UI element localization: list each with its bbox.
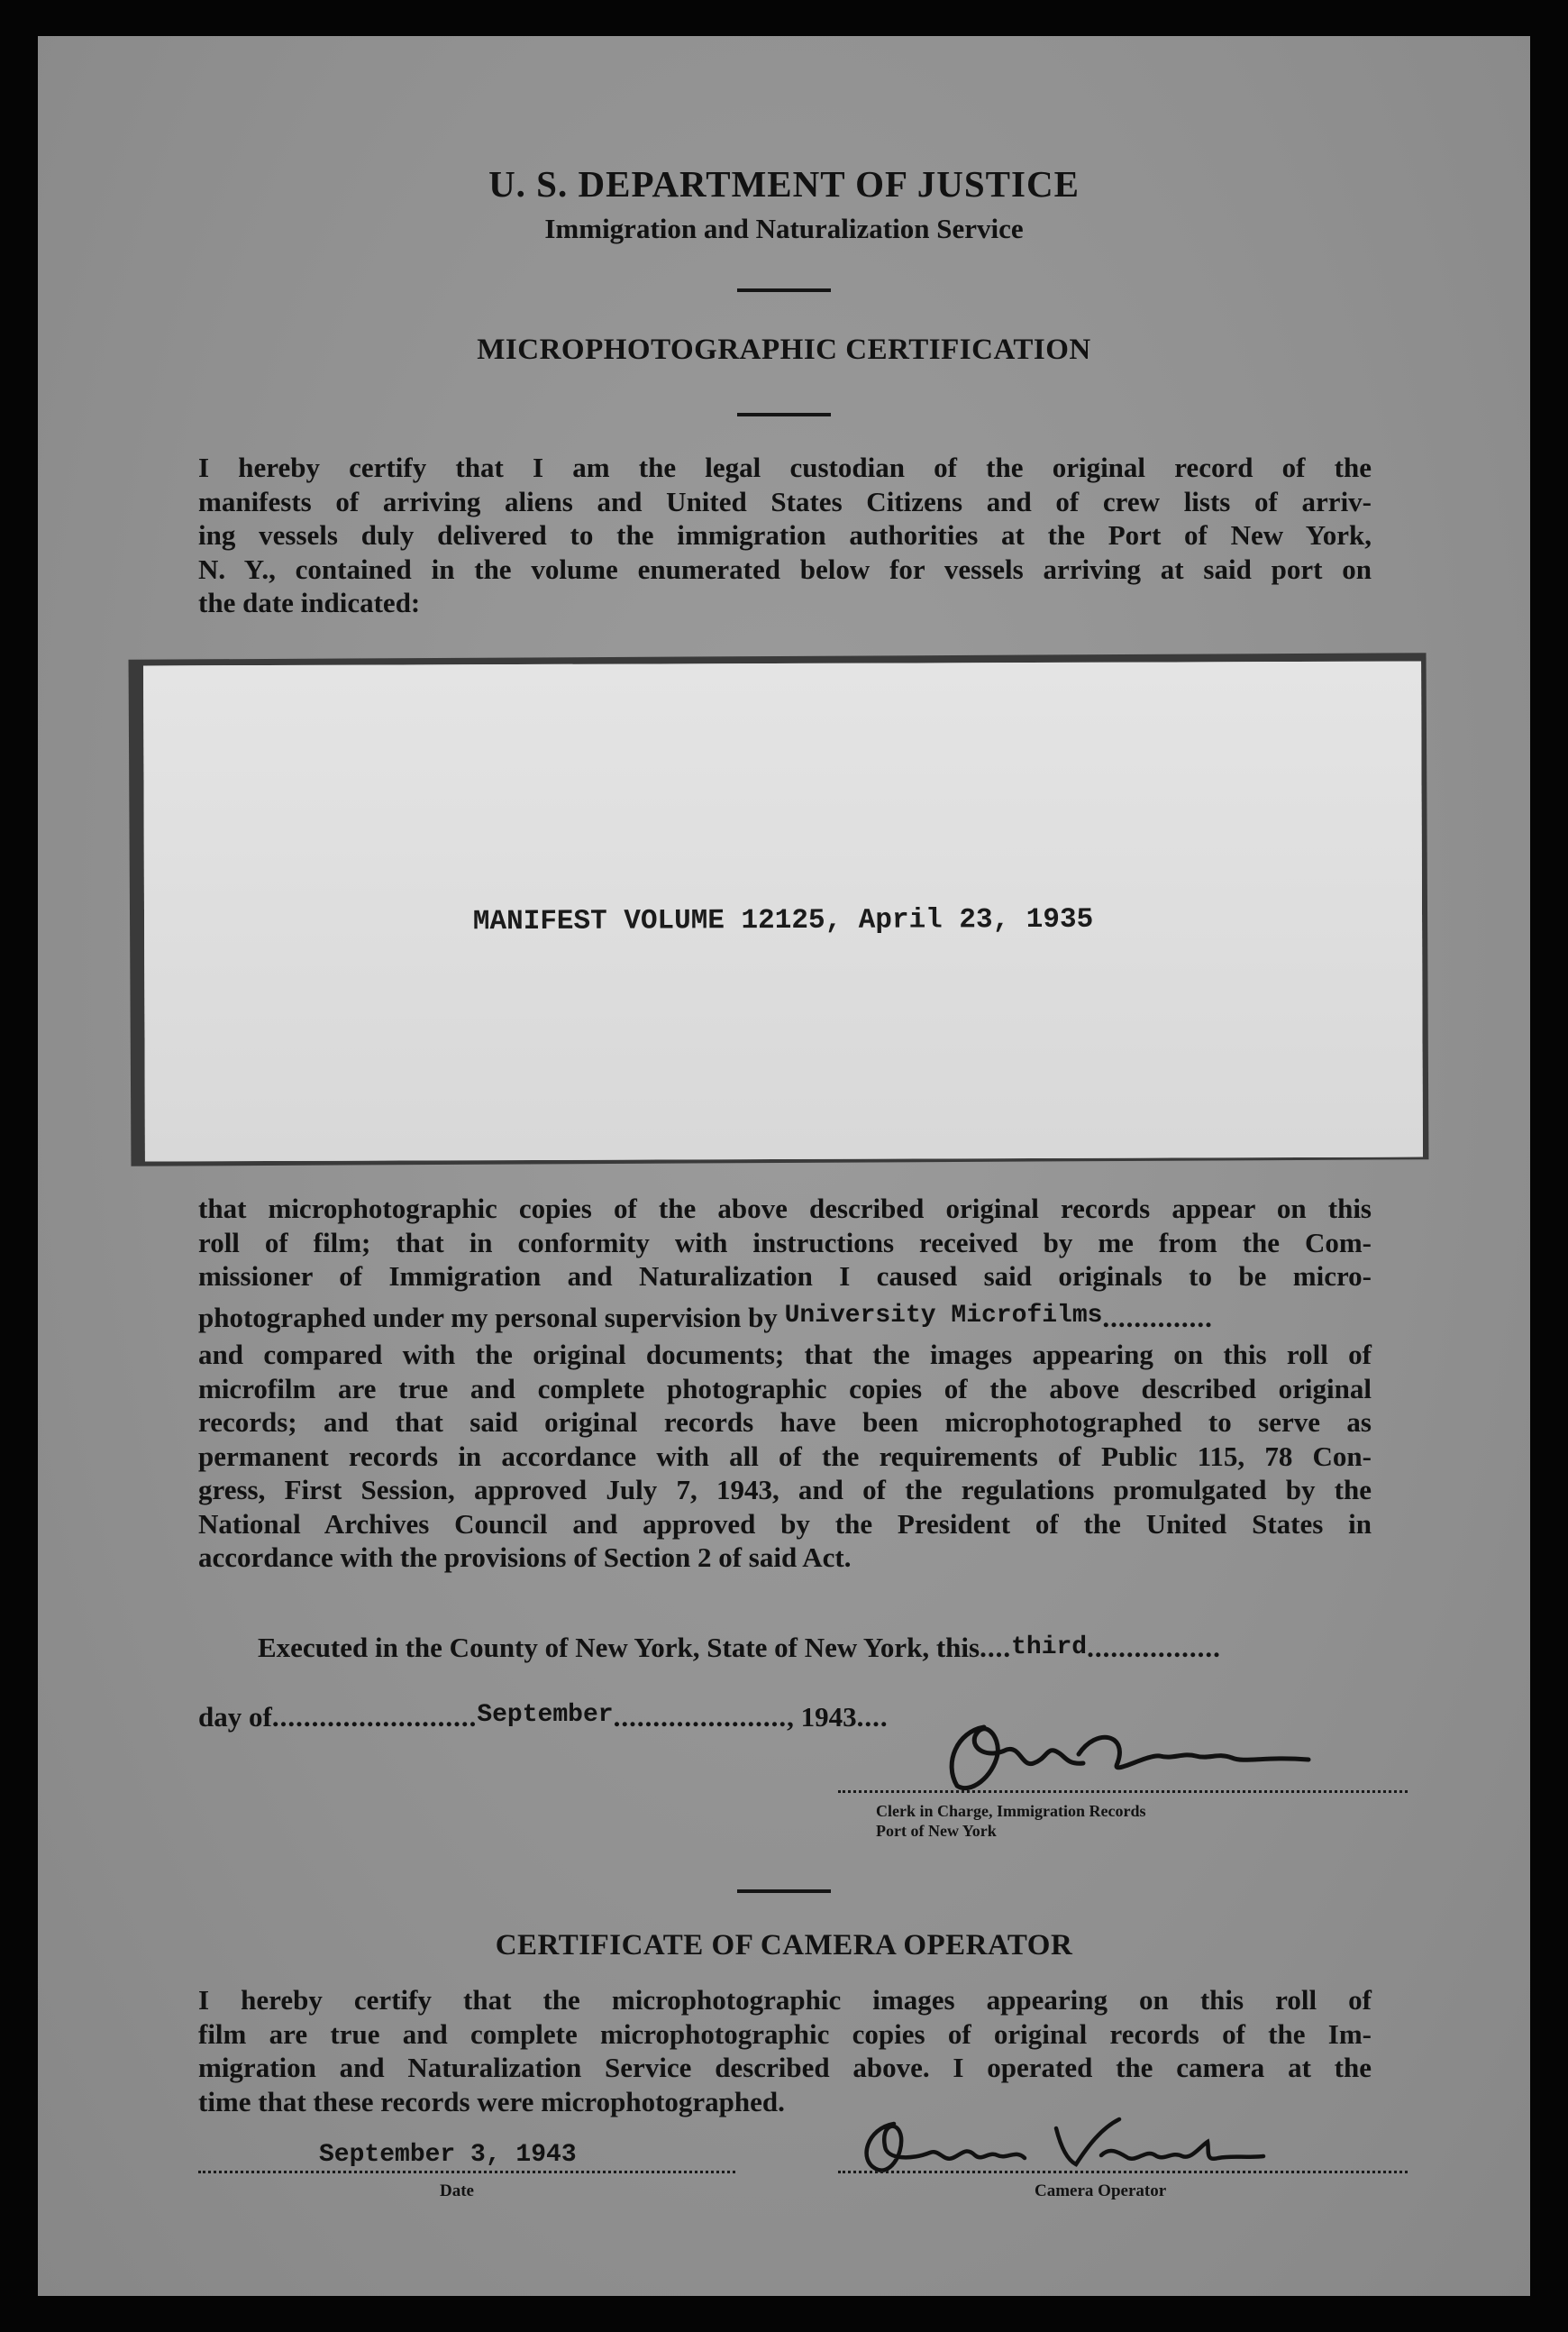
certification-title: MICROPHOTOGRAPHIC CERTIFICATION: [477, 334, 1091, 366]
body-line: roll of film; that in conformity with instructions received by me from the Com-: [198, 1226, 1372, 1258]
executed-day-value: third: [1011, 1633, 1088, 1661]
body-line: permanent records in accordance with all of the requirements of Public 115, 78 Con-: [198, 1440, 1372, 1472]
camera-line: film are true and complete microphotographic copies of original records of the Im-: [198, 2017, 1372, 2050]
day-of-prefix: day of: [198, 1701, 272, 1733]
intro-paragraph: [198, 451, 1372, 620]
intro-line: N. Y., contained in the volume enumerated below for vessels arriving at said port on: [198, 553, 1372, 585]
supervisor-value: University Microfilms: [784, 1301, 1103, 1330]
intro-line: I hereby certify that I am the legal custodian of the original record of the: [198, 452, 1372, 483]
body-line: missioner of Immigration and Naturalization I caused said originals to be micro-: [198, 1260, 1372, 1292]
body-line: that microphotographic copies of the above described original records appear on this: [198, 1193, 1372, 1224]
volume-card: [143, 662, 1423, 1162]
certificate-sheet: [38, 36, 1530, 2296]
divider-rule: [737, 1889, 831, 1893]
clerk-title-line: Port of New York: [876, 1822, 997, 1840]
supervision-line: [198, 1301, 1372, 1339]
body-line: and compared with the original documents; that the images appearing on this roll of: [198, 1339, 1372, 1370]
executed-prefix: Executed in the County of New York, State of New York, this: [258, 1632, 980, 1663]
body-line: accordance with the provisions of Section 2 of said Act.: [198, 1541, 852, 1573]
clerk-signature: [921, 1700, 1345, 1799]
volume-card-text: MANIFEST VOLUME 12125, April 23, 1935: [472, 903, 1094, 938]
body-line: National Archives Council and approved by the President of the United States in: [198, 1507, 1372, 1540]
clerk-title-line: Clerk in Charge, Immigration Records: [876, 1802, 1146, 1820]
service-subtitle: Immigration and Naturalization Service: [544, 213, 1024, 244]
camera-operator-title: CERTIFICATE OF CAMERA OPERATOR: [495, 1929, 1073, 1962]
clerk-title: [876, 1801, 1145, 1841]
operator-label: Camera Operator: [1035, 2181, 1167, 2200]
operator-signature-line: [838, 2171, 1408, 2173]
dotted-fill: ..............: [1102, 1301, 1213, 1333]
month-value: September: [477, 1701, 614, 1729]
camera-line: I hereby certify that the microphotographic images appearing on this roll of: [198, 1984, 1372, 2016]
camera-paragraph: [198, 1983, 1372, 2118]
date-line: [198, 2171, 735, 2173]
body-line: gress, First Session, approved July 7, 1943, and of the regulations promulgated by the: [198, 1474, 1372, 1505]
date-label: Date: [440, 2181, 474, 2200]
camera-line: time that these records were microphotographed.: [198, 2085, 785, 2117]
camera-line: migration and Naturalization Service described above. I operated the camera at the: [198, 2052, 1372, 2083]
body-line: records; and that said original records have been microphotographed to serve as: [198, 1406, 1372, 1438]
date-value: September 3, 1943: [319, 2141, 577, 2169]
year-value: , 1943: [787, 1701, 857, 1733]
executed-line: Executed in the County of New York, State of New York, this....third.................: [258, 1632, 1221, 1663]
intro-line: the date indicated:: [198, 587, 421, 618]
day-of-line: day of..........................September......................, 1943....: [198, 1701, 889, 1733]
intro-line: manifests of arriving aliens and United States Citizens and of crew lists of arriv-: [198, 485, 1372, 517]
department-title: U. S. DEPARTMENT OF JUSTICE: [488, 163, 1080, 205]
body-line: microfilm are true and complete photographic copies of the above described original: [198, 1372, 1372, 1404]
divider-rule: [737, 288, 831, 292]
intro-line: ing vessels duly delivered to the immigration authorities at the Port of New York,: [198, 519, 1372, 551]
divider-rule: [737, 413, 831, 416]
clerk-signature-line: [838, 1790, 1408, 1793]
operator-signature: [831, 2106, 1336, 2187]
supervision-prefix: photographed under my personal supervision by: [198, 1301, 778, 1333]
body-paragraph: [198, 1192, 1372, 1575]
